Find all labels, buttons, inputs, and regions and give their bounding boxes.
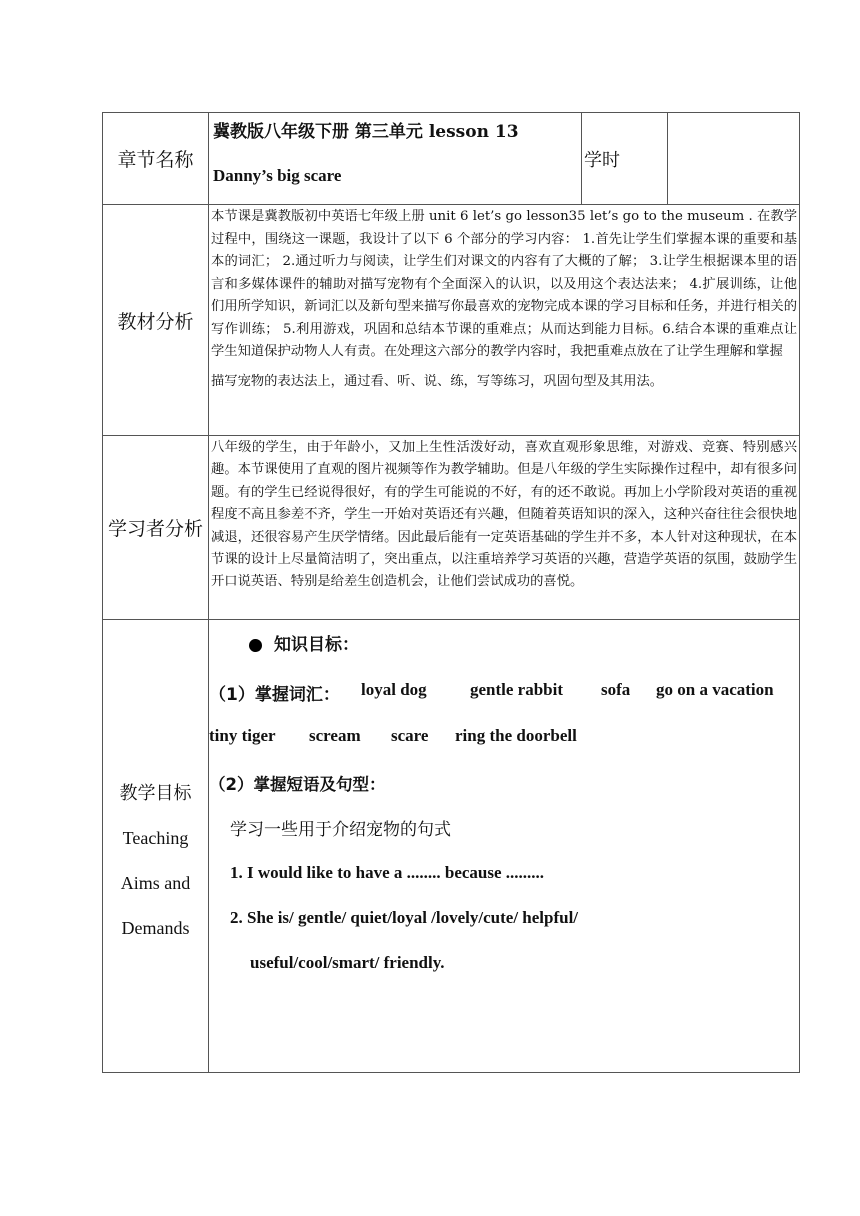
vocab-heading: （1）掌握词汇： bbox=[209, 685, 340, 705]
teaching-aims-cell bbox=[209, 620, 800, 1073]
chapter-row bbox=[103, 113, 800, 205]
textbook-analysis-row bbox=[103, 205, 800, 436]
teaching-aims-label bbox=[103, 620, 209, 1073]
vocab-item: gentle rabbit bbox=[470, 680, 564, 699]
sentence-pattern-2: 2. She is/ gentle/ quiet/loyal /lovely/cute/ helpful/ bbox=[230, 908, 579, 927]
vocab-item: go on a vacation bbox=[656, 680, 774, 699]
knowledge-goal-heading-text: 知识目标： bbox=[274, 635, 359, 655]
class-hours-label: 学时 bbox=[582, 113, 668, 205]
learner-analysis-row bbox=[103, 436, 800, 620]
vocab-item: scare bbox=[391, 726, 429, 745]
vocab-item: loyal dog bbox=[361, 680, 427, 699]
phrases-heading: （2）掌握短语及句型： bbox=[209, 775, 386, 794]
learner-analysis-paragraph: 八年级的学生，由于年龄小，又加上生性活泼好动，喜欢直观形象思维，对游戏、竞赛、特别感兴趣。本节课使用了直观的图片视频等作为教学辅助。但是八年级的学生实际操作过程中，却有很多问题。有的学生已经说得很好，有的学生可能说的不好，有的还不敢说。再加上小学阶段对英语的重视程度不高且参差不齐，学生一开始对英语还有兴趣，但随着英语知识的深入，这种兴奋往往会很快地减退，还很容易产生厌学情绪。因此最后能有一定英语基础的学生并不多，本人针对这种现状，在本节课的设计上尽量简洁明了，突出重点，以注重培养学习英语的兴趣，营造学英语的氛围，鼓励学生开口说英语、特别是给差生创造机会，让他们尝试成功的喜悦。 bbox=[211, 440, 797, 590]
vocab-item: tiny tiger bbox=[209, 726, 276, 745]
teaching-aims-label-en-3: Demands bbox=[121, 918, 190, 938]
knowledge-goal-heading bbox=[249, 630, 359, 655]
vocab-item: sofa bbox=[601, 680, 631, 699]
class-hours-value bbox=[668, 113, 800, 205]
textbook-analysis-cell bbox=[209, 205, 800, 436]
intro-line: 学习一些用于介绍宠物的句式 bbox=[230, 820, 451, 840]
chapter-title-line1: 冀教版八年级下册 第三单元 lesson 13 bbox=[213, 122, 519, 142]
teaching-aims-label-en-1: Teaching bbox=[122, 828, 189, 848]
teaching-aims-row bbox=[103, 620, 800, 1073]
lesson-plan-table bbox=[102, 112, 800, 1073]
sentence-pattern-2-continued: useful/cool/smart/ friendly. bbox=[250, 953, 445, 972]
vocab-line-1 bbox=[209, 680, 774, 705]
bullet-icon bbox=[249, 639, 262, 652]
vocab-item: scream bbox=[309, 726, 361, 745]
textbook-analysis-paragraph-2: 描写宠物的表达法上，通过看、听、说、练，写等练习，巩固句型及其用法。 bbox=[211, 373, 664, 389]
textbook-analysis-paragraph: 本节课是冀教版初中英语七年级上册 unit 6 let’s go lesson35 let’s go to the museum . 在教学过程中，围绕这一课题，我设计了以下 6 个部分的学习内容： 1.首先让学生们掌握本课的重要和基本的词汇； 2.通过听力与阅读，让学生们对课文的内容有了大概的了解； 3.让学生根据课本里的语言和多媒体课件的辅助对描写宠物有个全面深入的认识，以及用这个表达法来； 4.扩展训练，让他们用所学知识，新词汇以及新句型来描写你最喜欢的宠物完成本课的学习目标和任务，并进行相关的写作训练； 5.利用游戏，巩固和总结本节课的重难点；从而达到能力目标。6.结合本课的重难点让学生知道保护动物人人有责。在处理这六部分的教学内容时，我把重难点放在了让学生理解和掌握 bbox=[211, 209, 797, 359]
chapter-title-line2: Danny’s big scare bbox=[213, 166, 342, 185]
vocab-item: ring the doorbell bbox=[455, 726, 577, 745]
teaching-aims-label-en-2: Aims and bbox=[120, 873, 191, 893]
learner-analysis-label: 学习者分析 bbox=[103, 436, 209, 620]
textbook-analysis-label: 教材分析 bbox=[103, 205, 209, 436]
sentence-pattern-1: 1. I would like to have a ........ because ......... bbox=[230, 863, 545, 882]
teaching-aims-label-cn: 教学目标 bbox=[119, 783, 192, 804]
chapter-title-cell bbox=[209, 113, 582, 205]
chapter-name-label: 章节名称 bbox=[103, 113, 209, 205]
learner-analysis-cell bbox=[209, 436, 800, 620]
